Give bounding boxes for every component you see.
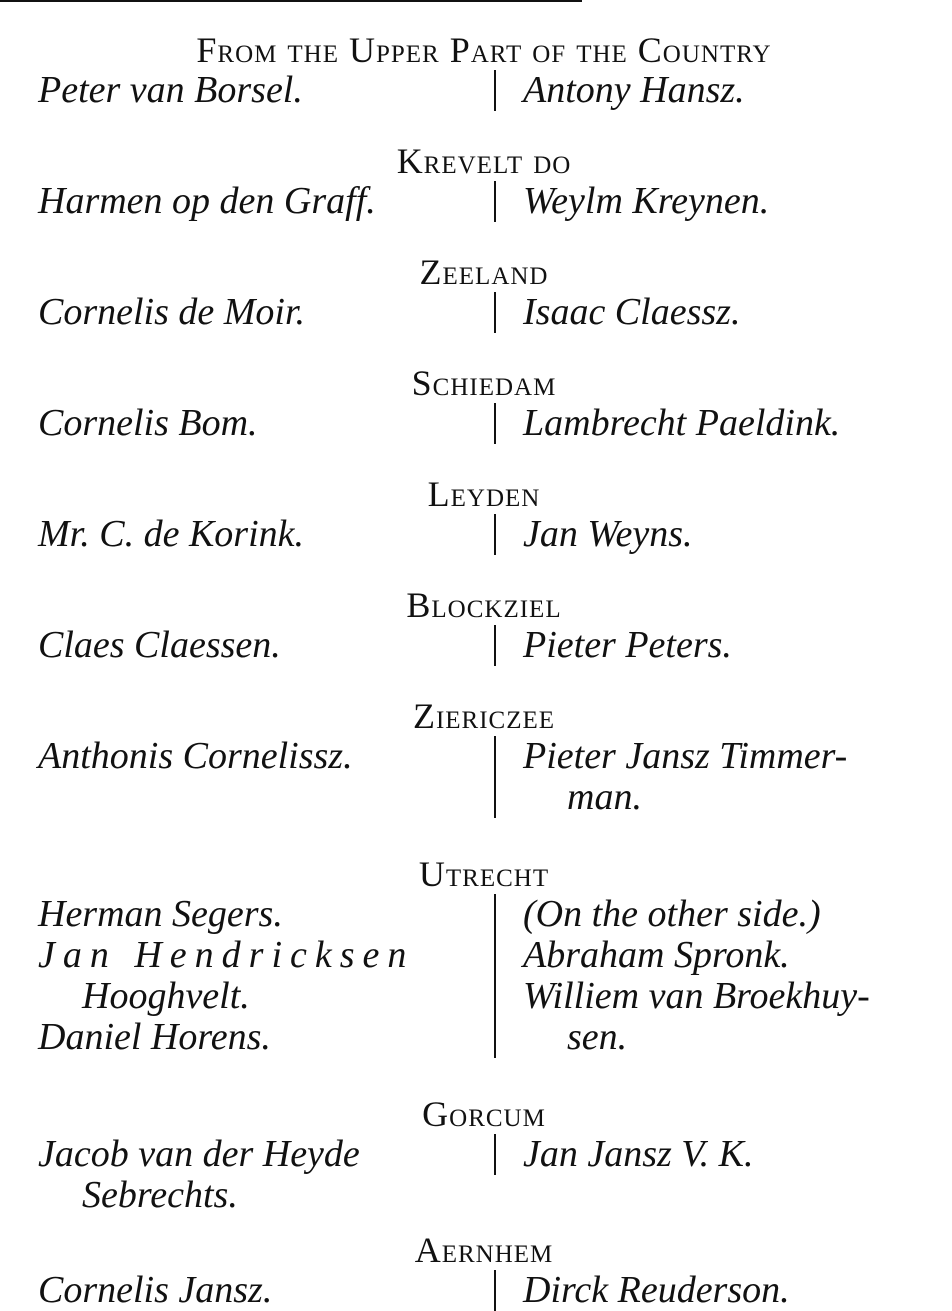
name-pair-upper-country — [38, 70, 918, 111]
section-heading-schiedam: Schiedam — [411, 363, 557, 403]
name-entry: Herman Segers. — [38, 893, 283, 935]
section-heading-aernhem: Aernhem — [414, 1230, 554, 1270]
top-rule — [0, 0, 582, 2]
left-column — [38, 1134, 496, 1216]
name-pair-ziericzee — [38, 736, 918, 818]
name-entry-continuation: sen. — [567, 1016, 628, 1058]
name-entry-continuation: man. — [567, 776, 642, 818]
name-entry: Jan Hendricksen — [38, 934, 415, 976]
name-entry: Pieter Peters. — [523, 624, 732, 666]
name-pair-blockziel — [38, 625, 918, 666]
right-column — [496, 625, 918, 666]
name-pair-zeeland — [38, 292, 918, 333]
right-column — [496, 894, 918, 1058]
name-entry-continuation: Hooghvelt. — [82, 975, 250, 1017]
name-entry: Weylm Kreynen. — [523, 180, 770, 222]
name-entry: Harmen op den Graff. — [38, 180, 376, 222]
section-heading-ziericzee: Ziericzee — [412, 696, 556, 736]
left-column — [38, 625, 496, 666]
right-column — [496, 1134, 918, 1216]
name-entry: Williem van Broekhuy- — [523, 975, 870, 1017]
right-column — [496, 736, 918, 818]
name-entry: Jacob van der Heyde — [38, 1133, 360, 1175]
right-column — [496, 292, 918, 333]
name-entry: Abraham Spronk. — [523, 934, 790, 976]
names-list-page — [38, 30, 918, 1311]
section-heading-zeeland: Zeeland — [419, 252, 549, 292]
right-column — [496, 70, 918, 111]
name-entry: Daniel Horens. — [38, 1016, 271, 1058]
name-entry: Lambrecht Paeldink. — [523, 402, 841, 444]
name-entry: Cornelis Bom. — [38, 402, 258, 444]
right-column — [496, 403, 918, 444]
name-entry-continuation: Sebrechts. — [38, 1175, 496, 1216]
name-entry: Jan Weyns. — [523, 513, 693, 555]
section-heading-gorcum: Gorcum — [422, 1094, 546, 1134]
section-heading-blockziel: Blockziel — [406, 585, 562, 625]
left-column — [38, 514, 496, 555]
right-column — [496, 514, 918, 555]
name-entry: Dirck Reuderson. — [523, 1269, 790, 1311]
name-pair-schiedam — [38, 403, 918, 444]
name-entry: Mr. C. de Korink. — [38, 513, 304, 555]
left-column — [38, 1270, 496, 1311]
name-pair-leyden — [38, 514, 918, 555]
name-entry: Jan Jansz V. K. — [523, 1133, 754, 1175]
name-pair-krevelt — [38, 181, 918, 222]
name-entry: Antony Hansz. — [523, 69, 745, 111]
left-column — [38, 70, 496, 111]
name-entry: Isaac Claessz. — [523, 291, 741, 333]
left-column — [38, 292, 496, 333]
name-entry: Anthonis Cornelissz. — [38, 735, 353, 777]
name-pair-gorcum — [38, 1134, 918, 1216]
section-heading-leyden: Leyden — [427, 474, 541, 514]
right-column — [496, 1270, 918, 1311]
section-heading-upper-country: From the Upper Part of the Country — [196, 30, 772, 70]
name-entry: Pieter Jansz Timmer- — [523, 735, 848, 777]
name-entry: (On the other side.) — [523, 893, 821, 935]
left-column — [38, 894, 496, 1058]
name-entry: Cornelis Jansz. — [38, 1269, 273, 1311]
right-column — [496, 181, 918, 222]
left-column — [38, 181, 496, 222]
section-heading-utrecht: Utrecht — [418, 854, 550, 894]
name-pair-aernhem — [38, 1270, 918, 1311]
name-pair-utrecht — [38, 894, 918, 1058]
name-entry: Claes Claessen. — [38, 624, 281, 666]
left-column — [38, 736, 496, 818]
name-entry: Peter van Borsel. — [38, 69, 303, 111]
section-heading-krevelt: Krevelt do — [396, 141, 572, 181]
left-column — [38, 403, 496, 444]
name-entry: Cornelis de Moir. — [38, 291, 306, 333]
